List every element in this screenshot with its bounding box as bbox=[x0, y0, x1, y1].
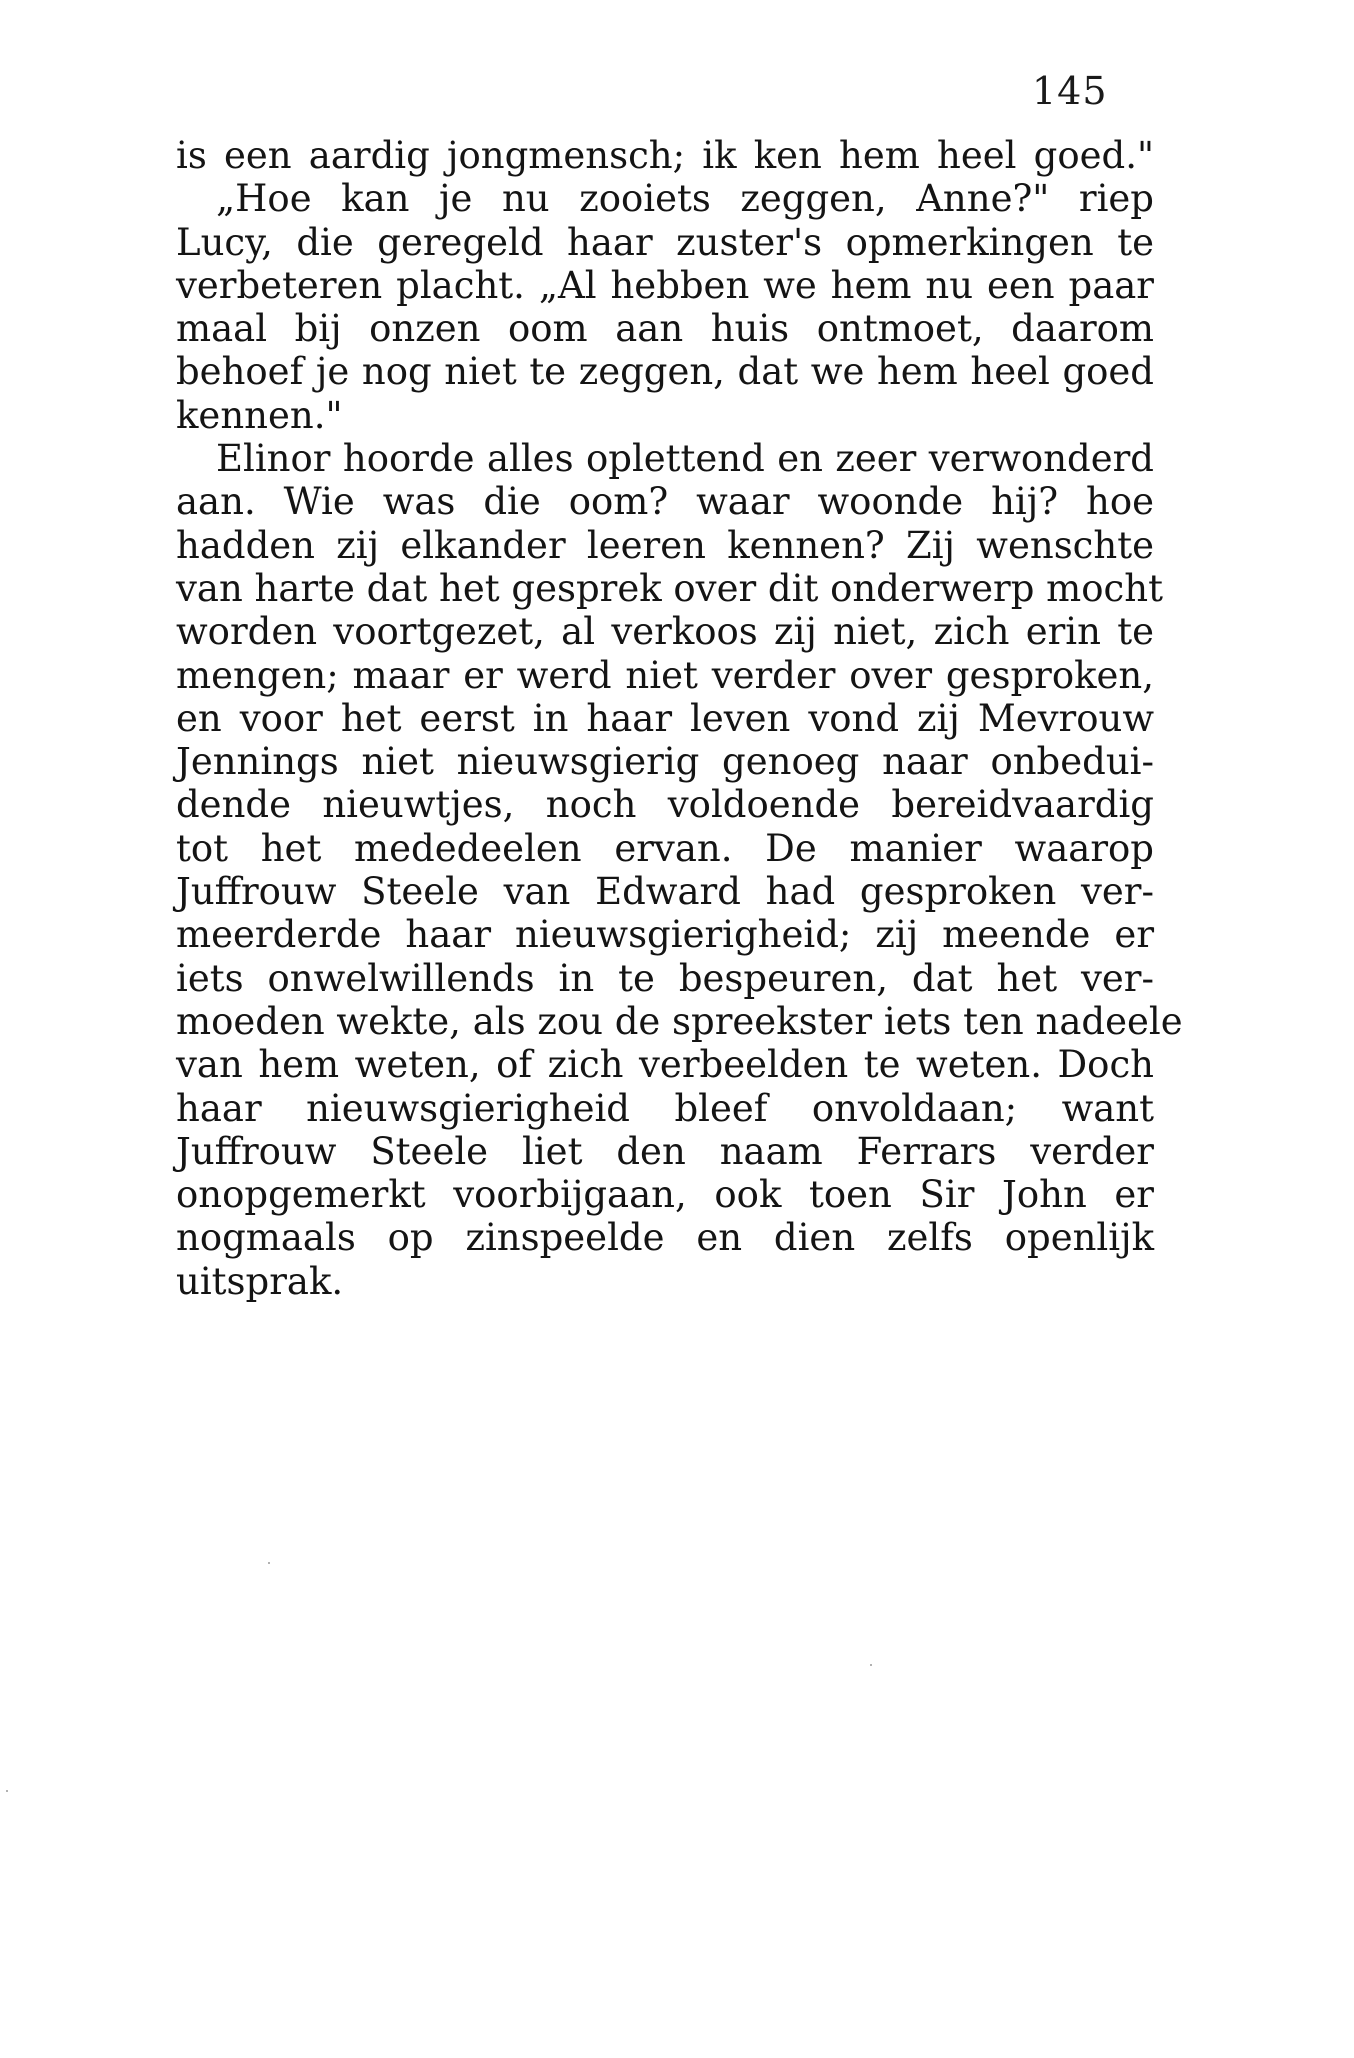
text-line: Juffrouw Steele liet den naam Ferrars verder bbox=[176, 1129, 1154, 1173]
text-line: tot het mededeelen ervan. De manier waarop bbox=[176, 826, 1154, 870]
paper-speck bbox=[268, 1562, 270, 1564]
text-line: Elinor hoorde alles oplettend en zeer verwonderd bbox=[216, 437, 1154, 481]
text-line: meerderde haar nieuwsgierigheid; zij meende er bbox=[176, 913, 1154, 957]
page-number: 145 bbox=[1032, 69, 1108, 113]
body-text bbox=[176, 134, 1183, 1303]
text-line: Jennings niet nieuwsgierig genoeg naar onbedui- bbox=[176, 740, 1154, 784]
text-line: is een aardig jongmensch; ik ken hem heel goed." bbox=[176, 134, 1154, 177]
text-line: Juffrouw Steele van Edward had gesproken ver- bbox=[176, 870, 1154, 914]
text-line: behoef je nog niet te zeggen, dat we hem heel goed bbox=[176, 350, 1154, 394]
text-line: haar nieuwsgierigheid bleef onvoldaan; want bbox=[176, 1086, 1154, 1130]
text-line: onopgemerkt voorbijgaan, ook toen Sir John er bbox=[176, 1173, 1154, 1217]
text-line: kennen." bbox=[176, 393, 343, 437]
text-line: van harte dat het gesprek over dit onderwerp mocht bbox=[176, 566, 1163, 610]
text-line: moeden wekte, als zou de spreekster iets ten nadeele bbox=[176, 999, 1183, 1043]
text-line: van hem weten, of zich verbeelden te weten. Doch bbox=[176, 1043, 1154, 1087]
text-line: nogmaals op zinspeelde en dien zelfs openlijk bbox=[176, 1216, 1154, 1260]
text-line: iets onwelwillends in te bespeuren, dat het ver- bbox=[176, 956, 1154, 1000]
paper-speck bbox=[6, 1790, 8, 1792]
paper-speck bbox=[870, 1664, 872, 1666]
text-line: worden voortgezet, al verkoos zij niet, zich erin te bbox=[176, 610, 1154, 654]
text-line: uitsprak. bbox=[176, 1259, 344, 1303]
text-line: maal bij onzen oom aan huis ontmoet, daarom bbox=[176, 307, 1154, 351]
text-line: mengen; maar er werd niet verder over gesproken, bbox=[176, 653, 1154, 697]
text-line: Lucy, die geregeld haar zuster's opmerkingen te bbox=[176, 220, 1154, 264]
text-line: verbeteren placht. „Al hebben we hem nu een paar bbox=[176, 263, 1154, 307]
text-line: aan. Wie was die oom? waar woonde hij? hoe bbox=[176, 480, 1154, 524]
text-line: hadden zij elkander leeren kennen? Zij wenschte bbox=[176, 523, 1154, 567]
text-line: „Hoe kan je nu zooiets zeggen, Anne?" riep bbox=[216, 177, 1154, 221]
text-line: en voor het eerst in haar leven vond zij Mevrouw bbox=[176, 696, 1154, 740]
text-line: dende nieuwtjes, noch voldoende bereidvaardig bbox=[176, 783, 1154, 827]
